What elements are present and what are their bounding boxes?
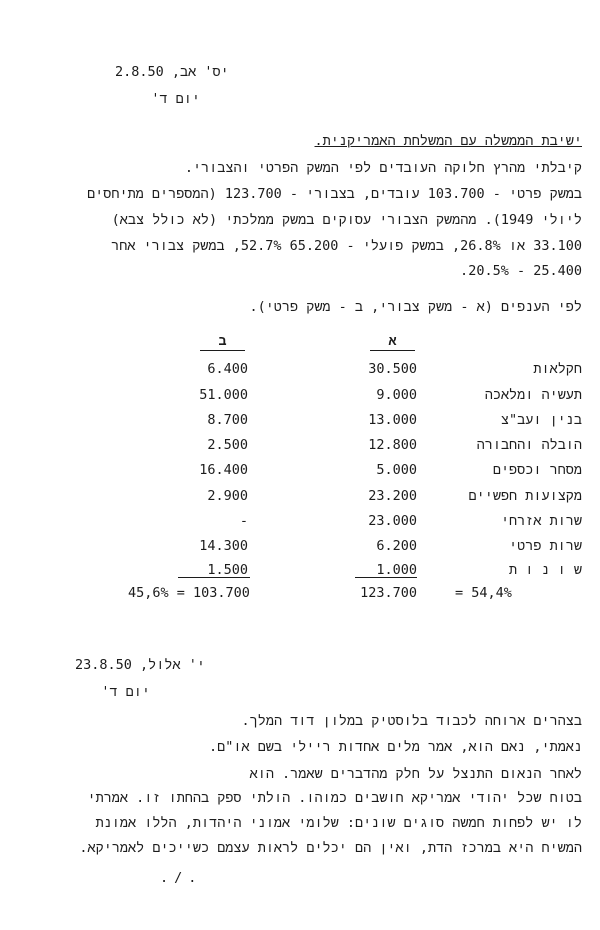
para1-line: ליולי 1949). מהמשק הצבורי עסוקים במשק ממלכתי (לא כולל צבא)	[111, 212, 582, 228]
row-label: מקצועות חפשיים	[468, 488, 582, 504]
row-label: הובלה והחבורה	[476, 437, 582, 453]
row-value-a: 12.800	[368, 437, 417, 453]
row-value-b: 8.700	[207, 412, 248, 428]
row-value-a: 1.000	[376, 562, 417, 578]
para2-line: בטוח שכל יהודי אמריקא חושבים כמוהו. הולתי ספק בהחתו זו. אמרתי	[87, 790, 582, 806]
entry2-date	[75, 657, 205, 674]
row-value-a: 6.200	[376, 538, 417, 554]
entry2-date-heb: י' אלול,	[140, 657, 205, 673]
total-a-percent: = 54,4%	[455, 585, 512, 601]
para2-line: המשיח היא במרכז הדת, ואין הם יכלים לראות עצמם כשייכים לאמריקא.	[79, 840, 582, 856]
page-continuation-mark: ./.	[160, 870, 203, 886]
entry1-date	[115, 64, 229, 81]
row-label: בנין ועב"צ	[500, 412, 582, 428]
row-value-b: 14.300	[199, 538, 248, 554]
entry1-day: יום ד'	[151, 91, 200, 107]
para1-line: 33.100 או 26.8%, במשק פועלי - 65.200 52.7%, במשק צבורי אחר	[111, 238, 582, 254]
row-label: חקלאות	[533, 361, 582, 377]
para2-line: לאחר הנאום התנצל על חלק מהדברים שאמר. הוא	[249, 766, 582, 782]
row-value-b: 6.400	[207, 361, 248, 377]
sum-rule-b	[178, 577, 250, 578]
para2-line: לו יש לפחות חמשה סוגים שונים: שלומי אמוני היהדות, הללו אמונת	[95, 815, 582, 831]
row-value-b: 16.400	[199, 462, 248, 478]
row-value-b: -	[239, 513, 248, 529]
row-value-a: 5.000	[376, 462, 417, 478]
para1-line: 25.400 - 20.5%.	[460, 263, 582, 279]
col-header-b: ב	[200, 333, 245, 351]
row-label: שרות אזרחי	[500, 513, 582, 529]
para1-title: ישיבת הממשלה עם המשלחת האמריקנית.	[314, 133, 582, 149]
row-value-b: 2.900	[207, 488, 248, 504]
row-value-a: 9.000	[376, 387, 417, 403]
entry1-date-num: 2.8.50	[115, 64, 164, 80]
total-b: 45,6% = 103.700	[128, 585, 250, 601]
total-a: 123.700	[360, 585, 417, 601]
row-label: מסחר וכספים	[492, 462, 582, 478]
table-intro: לפי הענפים (א - משק צבורי, ב - משק פרטי).	[249, 299, 582, 315]
entry2-day: יום ד'	[101, 684, 150, 700]
row-value-a: 23.200	[368, 488, 417, 504]
entry2-date-num: 23.8.50	[75, 657, 132, 673]
row-value-b: 2.500	[207, 437, 248, 453]
row-value-b: 1.500	[207, 562, 248, 578]
row-label: שרות פרטי	[509, 538, 582, 554]
row-value-a: 23.000	[368, 513, 417, 529]
para1-line: במשק פרטי - 103.700 עובדים, בצבורי - 123.700 (המספרים מתיחסים	[87, 186, 582, 202]
para2-line: בצהרים ארוחה לכבוד בלוסטיק במלון דוד המלך.	[241, 713, 582, 729]
sum-rule-a	[355, 577, 417, 578]
row-value-b: 51.000	[199, 387, 248, 403]
row-value-a: 13.000	[368, 412, 417, 428]
row-label: ש ו נ ו ת	[508, 562, 582, 578]
para1-line: קיבלתי מהרץ חלוקה העובדים לפי המשק הפרטי והצבורי.	[184, 160, 582, 176]
row-value-a: 30.500	[368, 361, 417, 377]
row-label: תעשיה ומלאכה	[484, 387, 582, 403]
para2-line: נאמתי, נאם הוא, אמר מלים אחדות ריילי בשם או"ם.	[209, 739, 582, 755]
entry1-date-heb: יס' אב,	[171, 64, 229, 80]
col-header-a: א	[370, 333, 415, 351]
